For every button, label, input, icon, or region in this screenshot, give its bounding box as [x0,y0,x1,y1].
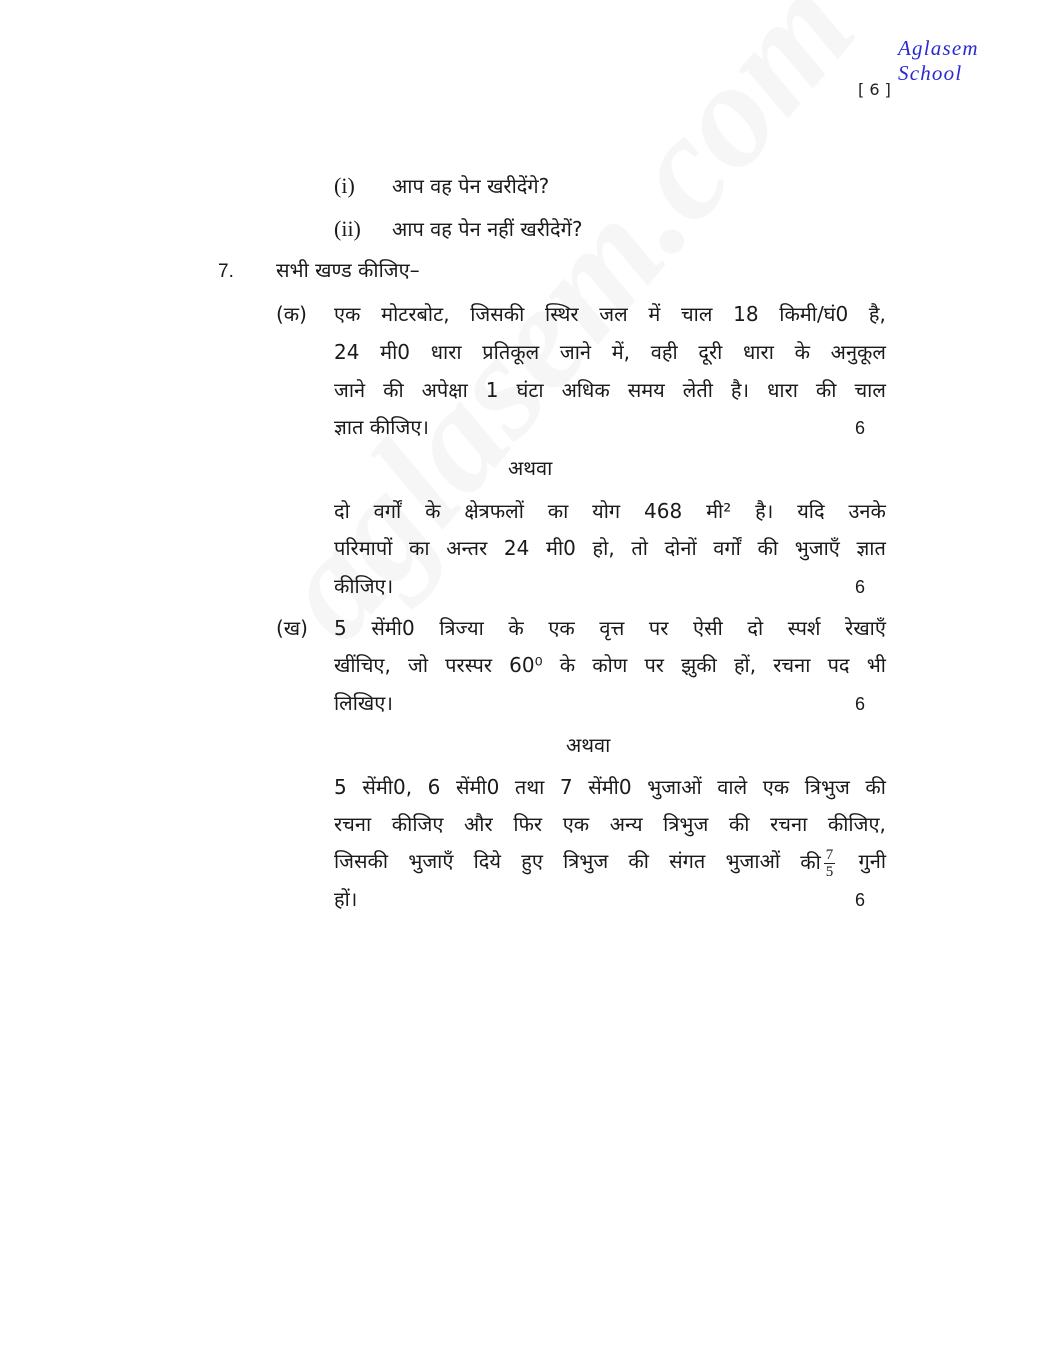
marks: 6 [855,890,866,910]
part-b-line-2: खींचिए, जो परस्पर 60⁰ के कोण पर झुकी हों, रचना पद भी [334,653,886,677]
part-a-line-3: जाने की अपेक्षा 1 घंटा अधिक समय लेती है। धारा की चाल [334,378,886,402]
part-a-label: (क) [276,302,307,326]
part-a-line-4: ज्ञात कीजिए। [334,415,429,439]
sub-item-label: (i) [334,173,355,198]
watermark [240,0,889,671]
marks: 6 [855,577,866,597]
question-number: 7. [218,261,234,282]
part-b-alt-line-2: रचना कीजिए और फिर एक अन्य त्रिभुज की रचना कीजिए, [334,812,886,836]
part-a-alt-line-3: कीजिए। [334,574,394,598]
part-b-label: (ख) [276,616,308,640]
part-a-line-1: एक मोटरबोट, जिसकी स्थिर जल में चाल 18 किमी/घं0 है, [334,302,886,326]
sub-item-label: (ii) [334,216,361,241]
or-label: अथवा [566,733,611,757]
sub-item-text: आप वह पेन खरीदेंगे? [392,174,550,198]
part-a-line-2: 24 मी0 धारा प्रतिकूल जाने में, वही दूरी धारा के अनुकूल [334,340,886,364]
or-label: अथवा [508,456,553,480]
part-b-alt-line-4: हों। [334,887,358,911]
part-b-alt-line-1: 5 सेंमी0, 6 सेंमी0 तथा 7 सेंमी0 भुजाओं वाले एक त्रिभुज की [334,775,886,799]
part-b-line-1: 5 सेंमी0 त्रिज्या के एक वृत्त पर ऐसी दो स्पर्श रेखाएँ [334,616,886,640]
part-a-alt-line-2: परिमापों का अन्तर 24 मी0 हो, तो दोनों वर्गों की भुजाएँ ज्ञात [334,536,886,560]
sub-item-text: आप वह पेन नहीं खरीदेगें? [392,217,583,241]
brand-header: Aglasem School [898,36,979,85]
question-instruction: सभी खण्ड कीजिए– [276,258,420,282]
marks: 6 [855,694,866,714]
page-number: [ 6 ] [858,80,891,99]
part-a-alt-line-1: दो वर्गों के क्षेत्रफलों का योग 468 मी² है। यदि उनके [334,499,886,523]
part-b-line-3: लिखिए। [334,691,393,715]
part-b-alt-line-3: जिसकी भुजाएँ दिये हुए त्रिभुज की संगत भुजाओं की $\frac{7}{5}$ गुनी [334,847,886,880]
fraction: $\frac{7}{5}$ [825,847,834,880]
marks: 6 [855,418,866,438]
